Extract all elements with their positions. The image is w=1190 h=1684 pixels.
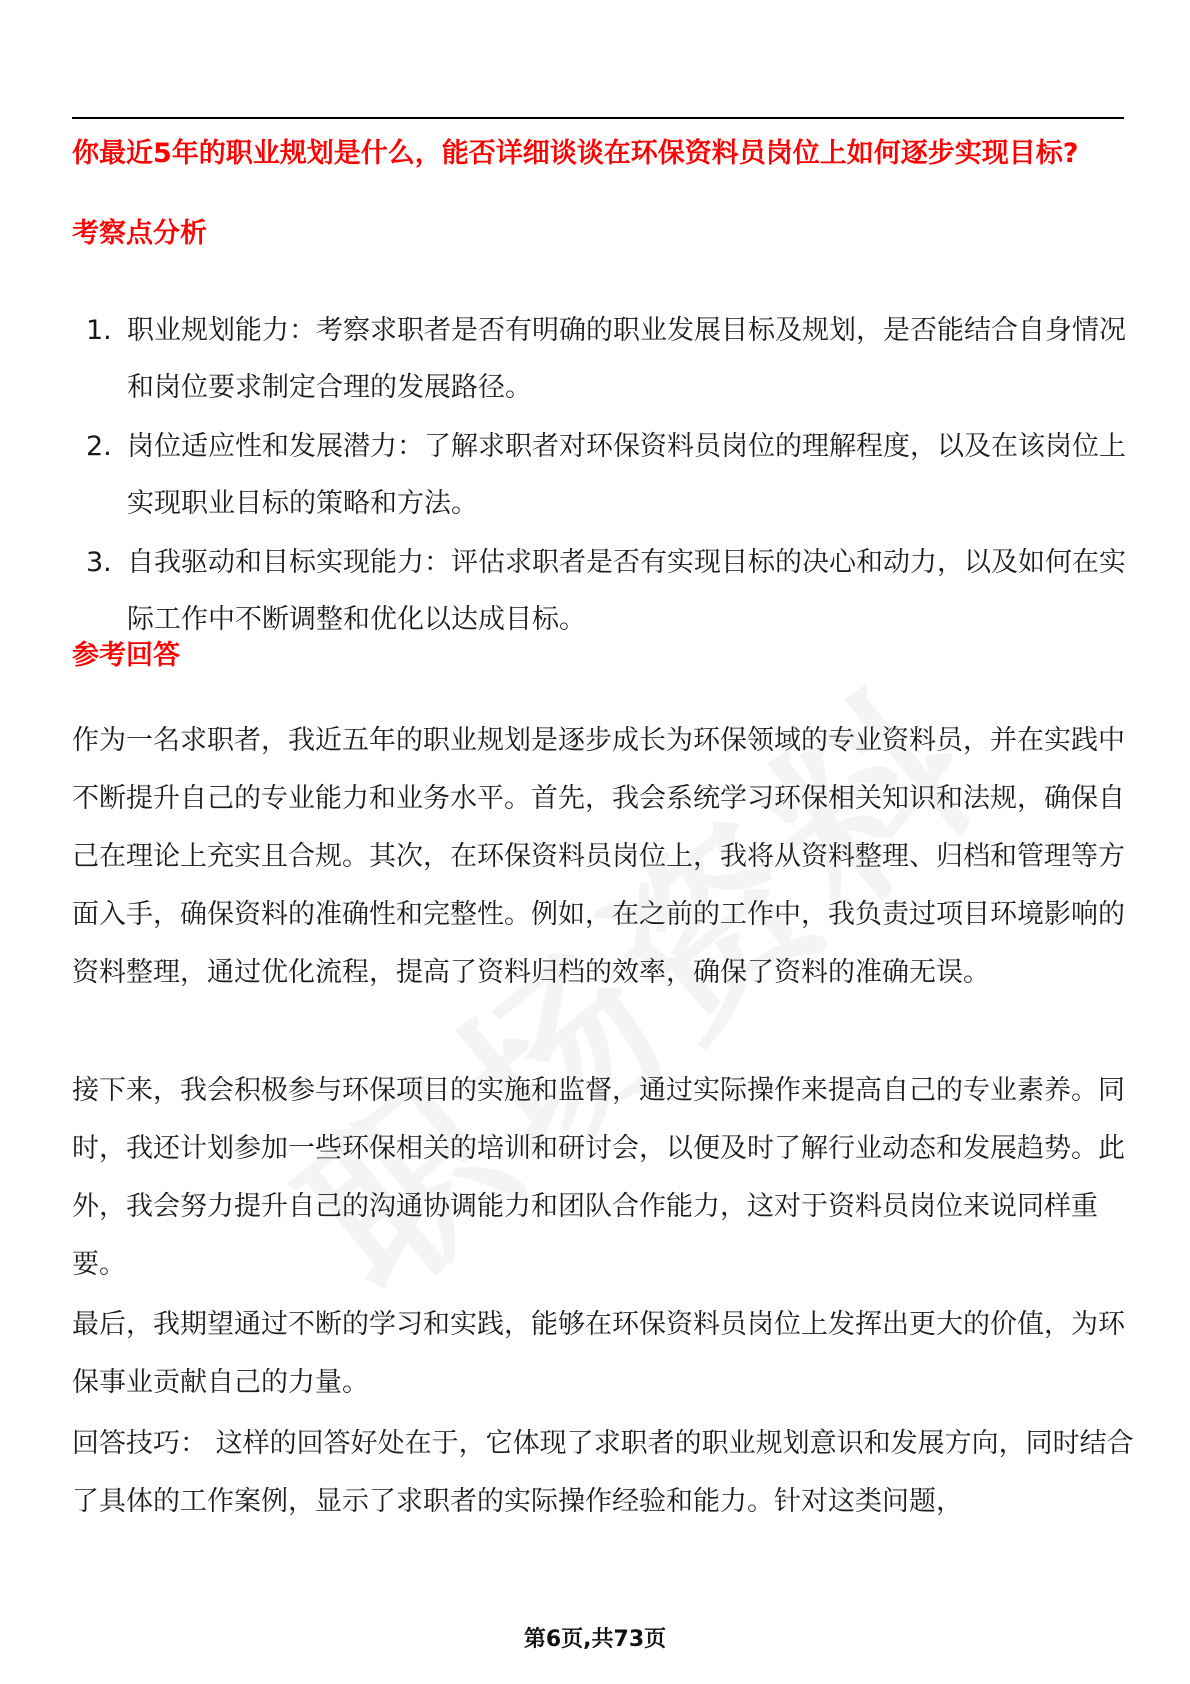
point-number: 3. xyxy=(86,547,112,578)
answer-tips-paragraph: 回答技巧： 这样的回答好处在于，它体现了求职者的职业规划意识和发展方向，同时结合了具体的工作案例，显示了求职者的实际操作经验和能力。针对这类问题， xyxy=(72,1428,1134,1517)
point-number: 2. xyxy=(86,431,112,462)
page-number: 第6页,共73页 xyxy=(523,1627,667,1652)
analysis-point xyxy=(72,302,1132,416)
analysis-points-list xyxy=(72,302,1132,650)
analysis-point xyxy=(72,534,1132,648)
question-title: 你最近5年的职业规划是什么，能否详细谈谈在环保资料员岗位上如何逐步实现目标? xyxy=(72,138,1079,169)
point-text: 自我驱动和目标实现能力：评估求职者是否有实现目标的决心和动力，以及如何在实际工作中不断调整和优化以达成目标。 xyxy=(127,547,1126,635)
point-text: 岗位适应性和发展潜力：了解求职者对环保资料员岗位的理解程度，以及在该岗位上实现职业目标的策略和方法。 xyxy=(127,431,1126,519)
answer-paragraph: 作为一名求职者，我近五年的职业规划是逐步成长为环保领域的专业资料员，并在实践中不断提升自己的专业能力和业务水平。首先，我会系统学习环保相关知识和法规，确保自己在理论上充实且合规。其次，在环保资料员岗位上，我将从资料整理、归档和管理等方面入手，确保资料的准确性和完整性。例如，在之前的工作中，我负责过项目环境影响的资料整理，通过优化流程，提高了资料归档的效率，确保了资料的准确无误。 xyxy=(72,725,1125,988)
answer-paragraph: 接下来，我会积极参与环保项目的实施和监督，通过实际操作来提高自己的专业素养。同时，我还计划参加一些环保相关的培训和研讨会，以便及时了解行业动态和发展趋势。此外，我会努力提升自己的沟通协调能力和团队合作能力，这对于资料员岗位来说同样重要。 xyxy=(72,1075,1125,1280)
answer-heading: 参考回答 xyxy=(72,640,180,671)
answer-paragraph: 最后，我期望通过不断的学习和实践，能够在环保资料员岗位上发挥出更大的价值，为环保事业贡献自己的力量。 xyxy=(72,1309,1125,1398)
analysis-heading: 考察点分析 xyxy=(72,218,207,249)
point-number: 1. xyxy=(86,315,112,346)
analysis-point xyxy=(72,418,1132,532)
top-divider xyxy=(72,117,1124,119)
point-text: 职业规划能力：考察求职者是否有明确的职业发展目标及规划，是否能结合自身情况和岗位要求制定合理的发展路径。 xyxy=(127,315,1126,403)
